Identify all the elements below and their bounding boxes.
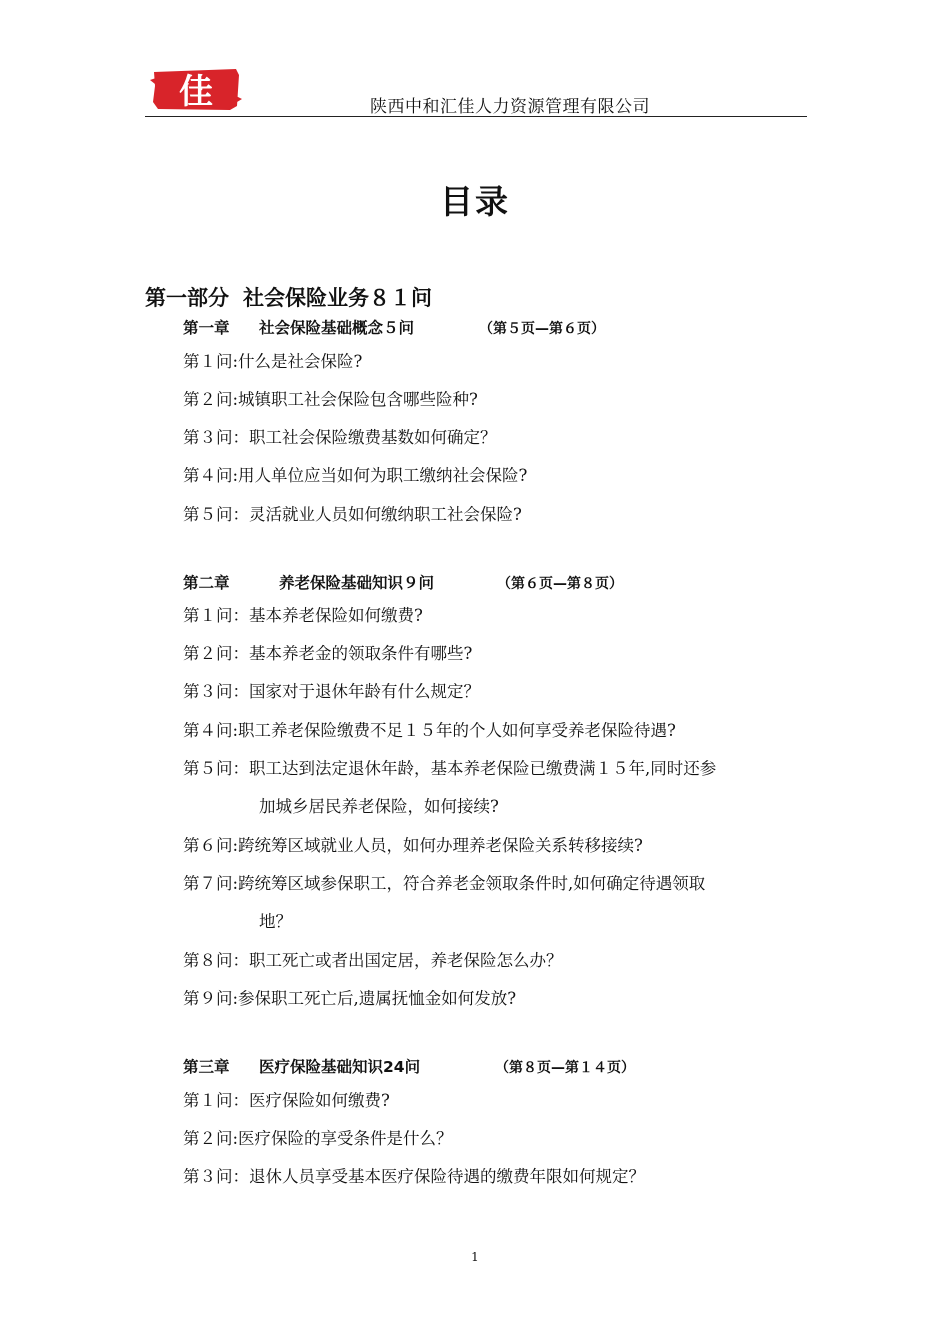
- toc-item[interactable]: 第８问：职工死亡或者出国定居，养老保险怎么办？: [183, 951, 563, 970]
- toc-item[interactable]: 第４问:用人单位应当如何为职工缴纳社会保险?: [183, 466, 528, 485]
- chapter-pages: （第８页—第１４页）: [495, 1060, 635, 1076]
- toc-item[interactable]: 第１问：基本养老保险如何缴费?: [183, 606, 423, 625]
- toc-item[interactable]: 第９问:参保职工死亡后,遗属抚恤金如何发放?: [183, 989, 517, 1008]
- chapter-pages: （第６页—第８页）: [497, 576, 623, 592]
- page-title: 目录: [440, 182, 510, 221]
- page-header: [145, 62, 807, 117]
- part-label: 第一部分: [145, 286, 229, 310]
- toc-item-text: 第５问：职工达到法定退休年龄，基本养老保险已缴费满１５年,同时还参: [183, 759, 717, 778]
- toc-item[interactable]: [183, 757, 716, 819]
- chapter-heading: [183, 1055, 635, 1077]
- chapter-label: 第二章: [183, 574, 230, 592]
- chapter-heading: [183, 316, 605, 338]
- toc-item[interactable]: 第６问:跨统筹区域就业人员，如何办理养老保险关系转移接续?: [183, 836, 643, 855]
- svg-text:佳: 佳: [179, 72, 213, 112]
- toc-item[interactable]: 第１问：医疗保险如何缴费?: [183, 1091, 390, 1110]
- chapter-title: 养老保险基础知识９问: [279, 574, 435, 592]
- toc-item[interactable]: 第２问：基本养老金的领取条件有哪些?: [183, 644, 473, 663]
- toc-item[interactable]: 第３问：职工社会保险缴费基数如何确定？: [183, 428, 497, 447]
- chapter-label: 第三章: [183, 1058, 230, 1076]
- toc-item[interactable]: 第４问:职工养老保险缴费不足１５年的个人如何享受养老保险待遇?: [183, 721, 676, 740]
- toc-item[interactable]: 第５问：灵活就业人员如何缴纳职工社会保险?: [183, 505, 522, 524]
- company-logo: [150, 66, 242, 112]
- toc-item-text: 第７问:跨统筹区域参保职工，符合养老金领取条件时,如何确定待遇领取: [183, 874, 706, 893]
- toc-item[interactable]: 第３问：国家对于退休年龄有什么规定？: [183, 682, 480, 701]
- chapter-title: 社会保险基础概念５问: [259, 319, 415, 337]
- chapter-heading: [183, 571, 623, 593]
- part-title: 社会保险业务８１问: [243, 286, 432, 310]
- toc-item[interactable]: 第１问:什么是社会保险?: [183, 352, 363, 371]
- part-heading: [145, 282, 432, 312]
- toc-item[interactable]: 第２问:城镇职工社会保险包含哪些险种?: [183, 390, 478, 409]
- toc-item[interactable]: [183, 872, 705, 934]
- page-number: 1: [471, 1250, 479, 1264]
- toc-item-continuation: 地？: [259, 912, 292, 931]
- company-name: 陕西中和汇佳人力资源管理有限公司: [370, 97, 650, 117]
- toc-item[interactable]: 第３问：退休人员享受基本医疗保险待遇的缴费年限如何规定？: [183, 1167, 645, 1186]
- chapter-title: 医疗保险基础知识24问: [259, 1058, 421, 1076]
- toc-item-continuation: 加城乡居民养老保险，如何接续?: [259, 797, 499, 816]
- toc-item[interactable]: 第２问:医疗保险的享受条件是什么？: [183, 1129, 453, 1148]
- chapter-pages: （第５页—第６页）: [479, 321, 605, 337]
- chapter-label: 第一章: [183, 319, 230, 337]
